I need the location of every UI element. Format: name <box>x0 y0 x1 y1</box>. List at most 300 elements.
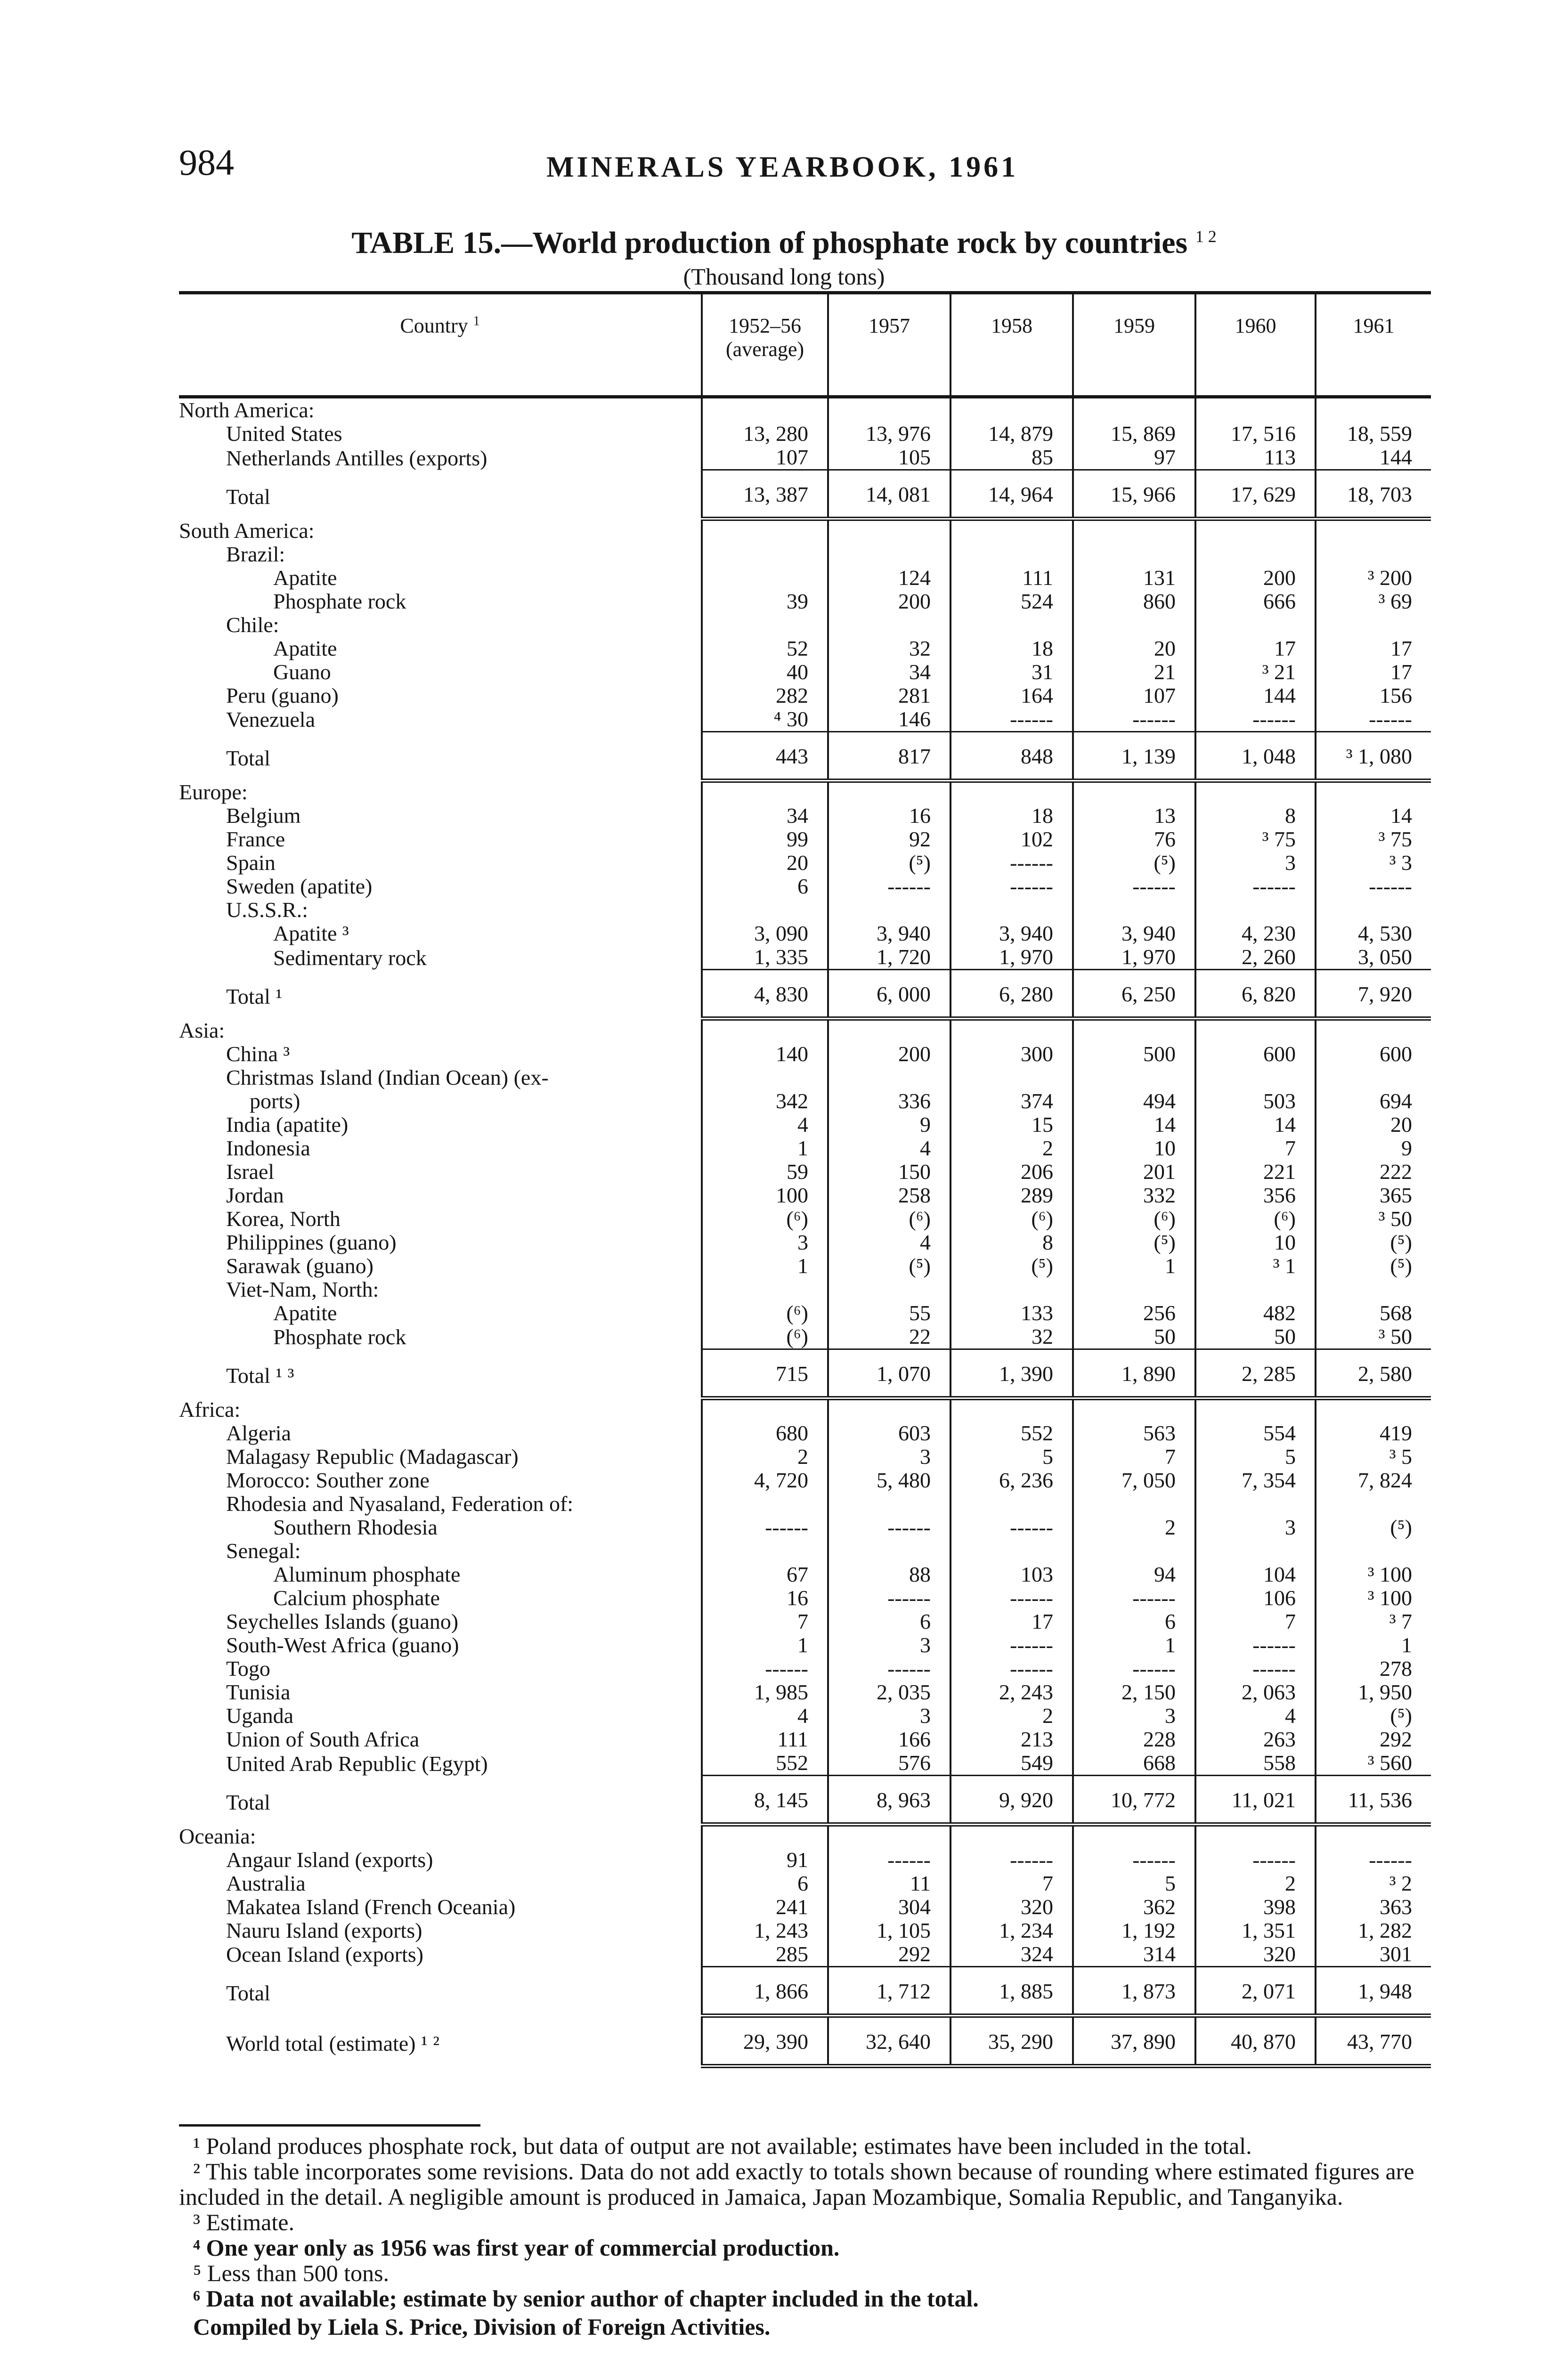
value-cell: 9, 920 <box>951 1776 1073 1825</box>
table-row <box>179 1042 1431 1066</box>
value-cell: 50 <box>1073 1325 1195 1349</box>
value-cell <box>951 397 1073 422</box>
value-cell: 1, 720 <box>828 945 951 970</box>
value-cell: 11, 021 <box>1195 1776 1316 1825</box>
table-row <box>179 1231 1431 1254</box>
value-cell: 1, 192 <box>1073 1919 1195 1942</box>
row-label: Tunisia <box>226 1681 291 1704</box>
value-cell: 320 <box>951 1895 1073 1919</box>
value-cell: 14 <box>1073 1113 1195 1137</box>
value-cell: ------ <box>828 875 951 898</box>
value-cell: 221 <box>1195 1160 1316 1184</box>
row-label: Australia <box>226 1871 306 1895</box>
row-label: Total <box>226 1981 270 2005</box>
value-cell: ³ 200 <box>1316 566 1431 590</box>
row-label: Viet-Nam, North: <box>226 1277 379 1301</box>
row-label: Sarawak (guano) <box>226 1254 374 1278</box>
value-cell: 146 <box>828 707 951 732</box>
value-cell: 15, 869 <box>1073 422 1195 446</box>
value-cell: 362 <box>1073 1895 1195 1919</box>
page-number: 984 <box>179 142 234 183</box>
value-cell: 304 <box>828 1895 951 1919</box>
table-row <box>179 1160 1431 1184</box>
row-label: Algeria <box>226 1421 291 1445</box>
value-cell: (⁵) <box>1316 1516 1431 1539</box>
value-cell: 552 <box>702 1751 828 1776</box>
row-label: ports) <box>250 1089 301 1113</box>
value-cell: 356 <box>1195 1184 1316 1207</box>
row-label: Southern Rhodesia <box>273 1516 438 1539</box>
value-cell: 59 <box>702 1160 828 1184</box>
table-row <box>179 1516 1431 1539</box>
total-row <box>179 2015 1431 2066</box>
value-cell <box>1316 519 1431 543</box>
value-cell <box>951 1066 1073 1089</box>
col-header-country: Country $^1$ <box>179 293 702 397</box>
value-cell <box>951 519 1073 543</box>
table-row <box>179 1469 1431 1492</box>
value-cell: 1 <box>702 1633 828 1657</box>
value-cell: 292 <box>1316 1728 1431 1751</box>
value-cell <box>1195 519 1316 543</box>
table-row <box>179 1895 1431 1919</box>
value-cell: ------ <box>1073 1586 1195 1610</box>
value-cell: 50 <box>1195 1325 1316 1349</box>
table-row <box>179 1113 1431 1137</box>
row-label: France <box>226 828 285 851</box>
value-cell: 3 <box>828 1445 951 1469</box>
value-cell <box>1316 1492 1431 1516</box>
value-cell: 1, 048 <box>1195 731 1316 780</box>
value-cell: 258 <box>828 1184 951 1207</box>
value-cell: 398 <box>1195 1895 1316 1919</box>
row-label: Africa: <box>179 1398 241 1421</box>
col-header-1961: 1961 <box>1316 293 1431 397</box>
value-cell: (⁵) <box>1316 1704 1431 1728</box>
value-cell: 85 <box>951 446 1073 470</box>
header-row <box>179 293 1431 397</box>
value-cell: 200 <box>828 1042 951 1066</box>
value-cell: ------ <box>951 875 1073 898</box>
value-cell: 8 <box>1195 804 1316 828</box>
value-cell: 2 <box>951 1704 1073 1728</box>
total-row <box>179 970 1431 1019</box>
table-row <box>179 1184 1431 1207</box>
row-label: Belgium <box>226 804 301 828</box>
value-cell: 131 <box>1073 566 1195 590</box>
value-cell <box>1316 898 1431 922</box>
row-label: Venezuela <box>226 707 315 731</box>
value-cell: 2, 243 <box>951 1681 1073 1704</box>
value-cell: ------ <box>1316 875 1431 898</box>
value-cell: 563 <box>1073 1421 1195 1445</box>
table-row <box>179 660 1431 684</box>
value-cell <box>702 566 828 590</box>
value-cell: 1, 070 <box>828 1349 951 1398</box>
value-cell: 17, 629 <box>1195 470 1316 519</box>
value-cell: 113 <box>1195 446 1316 470</box>
value-cell <box>702 1825 828 1848</box>
value-cell: ------ <box>951 707 1073 732</box>
value-cell: ------ <box>1073 1657 1195 1681</box>
value-cell <box>951 1539 1073 1563</box>
table-row <box>179 1751 1431 1776</box>
value-cell: 419 <box>1316 1421 1431 1445</box>
value-cell: 3, 090 <box>702 922 828 945</box>
value-cell: 206 <box>951 1160 1073 1184</box>
value-cell: 228 <box>1073 1728 1195 1751</box>
table-row <box>179 707 1431 732</box>
value-cell: 8 <box>951 1231 1073 1254</box>
value-cell: 76 <box>1073 828 1195 851</box>
row-label: Senegal: <box>226 1539 301 1563</box>
total-row <box>179 1776 1431 1825</box>
table-row <box>179 1942 1431 1967</box>
value-cell: 11, 536 <box>1316 1776 1431 1825</box>
table-row <box>179 613 1431 637</box>
row-label: Sedimentary rock <box>273 945 427 970</box>
value-cell: 576 <box>828 1751 951 1776</box>
value-cell: 32, 640 <box>828 2015 951 2066</box>
value-cell: 2 <box>951 1137 1073 1160</box>
value-cell: 320 <box>1195 1942 1316 1967</box>
row-label: Chile: <box>226 613 279 637</box>
value-cell: 554 <box>1195 1421 1316 1445</box>
total-row <box>179 470 1431 519</box>
row-label: Uganda <box>226 1704 294 1728</box>
value-cell: ³ 75 <box>1195 828 1316 851</box>
value-cell: 324 <box>951 1942 1073 1967</box>
row-label: U.S.S.R.: <box>226 898 308 922</box>
value-cell <box>828 1492 951 1516</box>
value-cell <box>1073 543 1195 566</box>
value-cell: 860 <box>1073 590 1195 613</box>
total-row <box>179 1349 1431 1398</box>
value-cell <box>828 1825 951 1848</box>
row-label: United States <box>226 422 342 446</box>
value-cell: 16 <box>702 1586 828 1610</box>
footnote-3: ³ Estimate. <box>193 2209 294 2235</box>
value-cell <box>951 1398 1073 1421</box>
value-cell: 22 <box>828 1325 951 1349</box>
row-label: Korea, North <box>226 1207 341 1231</box>
row-label: Total ¹ <box>226 984 283 1008</box>
value-cell: ³ 100 <box>1316 1586 1431 1610</box>
value-cell: 7, 920 <box>1316 970 1431 1019</box>
value-cell: 107 <box>1073 684 1195 707</box>
table-body <box>179 397 1431 2066</box>
value-cell: 111 <box>951 566 1073 590</box>
value-cell: 9 <box>1316 1137 1431 1160</box>
value-cell: 8, 963 <box>828 1776 951 1825</box>
value-cell: ------ <box>702 1516 828 1539</box>
value-cell <box>702 1066 828 1089</box>
value-cell: (⁶) <box>702 1301 828 1325</box>
table-row <box>179 1278 1431 1301</box>
value-cell: 281 <box>828 684 951 707</box>
row-label: Apatite <box>273 1301 337 1325</box>
value-cell: 102 <box>951 828 1073 851</box>
footnotes <box>179 2124 1432 2339</box>
row-label: India (apatite) <box>226 1113 349 1137</box>
value-cell: 31 <box>951 660 1073 684</box>
value-cell <box>1195 1492 1316 1516</box>
table-row <box>179 1398 1431 1421</box>
value-cell: 4 <box>702 1704 828 1728</box>
value-cell: 10, 772 <box>1073 1776 1195 1825</box>
value-cell: 301 <box>1316 1942 1431 1967</box>
table-title <box>0 225 1568 261</box>
value-cell: 568 <box>1316 1301 1431 1325</box>
value-cell: 37, 890 <box>1073 2015 1195 2066</box>
col-header-1958: 1958 <box>951 293 1073 397</box>
row-label: Union of South Africa <box>226 1728 420 1751</box>
value-cell: 494 <box>1073 1089 1195 1113</box>
value-cell: 6, 236 <box>951 1469 1073 1492</box>
value-cell: ------ <box>828 1586 951 1610</box>
value-cell: 1, 139 <box>1073 731 1195 780</box>
value-cell: 1, 873 <box>1073 1966 1195 2015</box>
value-cell: 278 <box>1316 1657 1431 1681</box>
value-cell: 256 <box>1073 1301 1195 1325</box>
value-cell: 1, 970 <box>951 945 1073 970</box>
value-cell <box>1316 397 1431 422</box>
table-row <box>179 780 1431 804</box>
value-cell <box>1195 1278 1316 1301</box>
value-cell: 3, 940 <box>951 922 1073 945</box>
value-cell: 92 <box>828 828 951 851</box>
table-row <box>179 1066 1431 1089</box>
row-label: World total (estimate) ¹ ² <box>226 2031 440 2055</box>
row-label: Seychelles Islands (guano) <box>226 1610 459 1633</box>
value-cell: 558 <box>1195 1751 1316 1776</box>
value-cell: (⁵) <box>1316 1231 1431 1254</box>
value-cell: 200 <box>828 590 951 613</box>
table-row <box>179 1325 1431 1349</box>
row-label: South America: <box>179 519 315 543</box>
table-row <box>179 1681 1431 1704</box>
value-cell: 14 <box>1195 1113 1316 1137</box>
row-label: Makatea Island (French Oceania) <box>226 1895 516 1919</box>
value-cell: 14, 081 <box>828 470 951 519</box>
value-cell: ------ <box>828 1516 951 1539</box>
row-label: Brazil: <box>226 542 285 566</box>
value-cell: 213 <box>951 1728 1073 1751</box>
value-cell: 524 <box>951 590 1073 613</box>
value-cell <box>702 519 828 543</box>
value-cell: ------ <box>828 1657 951 1681</box>
value-cell: 40 <box>702 660 828 684</box>
value-cell: 817 <box>828 731 951 780</box>
value-cell: 6, 820 <box>1195 970 1316 1019</box>
value-cell <box>1073 1278 1195 1301</box>
value-cell <box>1195 898 1316 922</box>
row-label: Morocco: Souther zone <box>226 1469 430 1492</box>
value-cell: 100 <box>702 1184 828 1207</box>
row-label: Europe: <box>179 780 248 804</box>
value-cell <box>1195 780 1316 804</box>
value-cell <box>1073 898 1195 922</box>
value-cell: ------ <box>1316 707 1431 732</box>
value-cell: 140 <box>702 1042 828 1066</box>
value-cell: ³ 50 <box>1316 1207 1431 1231</box>
table-row <box>179 590 1431 613</box>
value-cell: 144 <box>1316 446 1431 470</box>
footnote-4: ⁴ One year only as 1956 was first year of commercial production. <box>193 2234 840 2261</box>
value-cell: 603 <box>828 1421 951 1445</box>
total-row <box>179 731 1431 780</box>
value-cell: 3, 940 <box>1073 922 1195 945</box>
value-cell: 7, 354 <box>1195 1469 1316 1492</box>
value-cell: 17 <box>951 1610 1073 1633</box>
value-cell: 15 <box>951 1113 1073 1137</box>
value-cell: 1, 234 <box>951 1919 1073 1942</box>
value-cell: 4, 720 <box>702 1469 828 1492</box>
table-row <box>179 875 1431 898</box>
value-cell: ------ <box>951 1657 1073 1681</box>
table-row <box>179 1089 1431 1113</box>
value-cell <box>828 519 951 543</box>
value-cell: 29, 390 <box>702 2015 828 2066</box>
value-cell <box>828 898 951 922</box>
value-cell: 43, 770 <box>1316 2015 1431 2066</box>
value-cell <box>951 1825 1073 1848</box>
table-row <box>179 1704 1431 1728</box>
table-title-refs: 1 2 <box>1195 227 1217 246</box>
table-row <box>179 1825 1431 1848</box>
value-cell: ³ 1, 080 <box>1316 731 1431 780</box>
value-cell: 3 <box>1073 1704 1195 1728</box>
table-row <box>179 1254 1431 1278</box>
row-label: Calcium phosphate <box>273 1586 440 1610</box>
value-cell <box>828 780 951 804</box>
value-cell: 668 <box>1073 1751 1195 1776</box>
value-cell <box>1195 613 1316 637</box>
value-cell: 39 <box>702 590 828 613</box>
row-label: United Arab Republic (Egypt) <box>226 1751 488 1776</box>
value-cell: 13 <box>1073 804 1195 828</box>
value-cell: ------ <box>702 1657 828 1681</box>
value-cell: 9 <box>828 1113 951 1137</box>
value-cell: 332 <box>1073 1184 1195 1207</box>
value-cell: 11 <box>828 1872 951 1895</box>
value-cell: 103 <box>951 1563 1073 1586</box>
value-cell <box>828 613 951 637</box>
value-cell: (⁶) <box>1195 1207 1316 1231</box>
value-cell <box>1195 1825 1316 1848</box>
value-cell <box>1073 1398 1195 1421</box>
value-cell: 374 <box>951 1089 1073 1113</box>
value-cell: 365 <box>1316 1184 1431 1207</box>
value-cell: 17 <box>1316 637 1431 660</box>
table-row <box>179 637 1431 660</box>
value-cell: 20 <box>1316 1113 1431 1137</box>
value-cell <box>1195 1019 1316 1042</box>
footnote-1: ¹ Poland produces phosphate rock, but data of output are not available; estimates have been included in the total. <box>193 2133 1252 2159</box>
table-row <box>179 1421 1431 1445</box>
value-cell: 5 <box>951 1445 1073 1469</box>
row-label: Jordan <box>226 1183 284 1207</box>
value-cell: 2 <box>1195 1872 1316 1895</box>
value-cell: 1, 712 <box>828 1966 951 2015</box>
value-cell: 20 <box>702 851 828 875</box>
table-row <box>179 828 1431 851</box>
value-cell <box>1073 1492 1195 1516</box>
table-row <box>179 684 1431 707</box>
value-cell: 2, 260 <box>1195 945 1316 970</box>
row-label: Netherlands Antilles (exports) <box>226 446 487 470</box>
value-cell: (⁵) <box>951 1254 1073 1278</box>
footnote-6: ⁶ Data not available; estimate by senior author of chapter included in the total. <box>193 2285 979 2312</box>
row-label: Guano <box>273 660 331 684</box>
row-label: Indonesia <box>226 1136 310 1160</box>
value-cell: 105 <box>828 446 951 470</box>
table-row <box>179 1586 1431 1610</box>
value-cell: 6 <box>1073 1610 1195 1633</box>
value-cell: 16 <box>828 804 951 828</box>
value-cell: 1, 985 <box>702 1681 828 1704</box>
value-cell: ³ 69 <box>1316 590 1431 613</box>
value-cell: 17 <box>1195 637 1316 660</box>
value-cell: (⁵) <box>828 1254 951 1278</box>
row-label: China ³ <box>226 1042 290 1066</box>
value-cell: 3, 050 <box>1316 945 1431 970</box>
table-row <box>179 446 1431 470</box>
value-cell: 1 <box>1073 1633 1195 1657</box>
value-cell: 314 <box>1073 1942 1195 1967</box>
value-cell <box>1316 1019 1431 1042</box>
value-cell: 133 <box>951 1301 1073 1325</box>
value-cell: 222 <box>1316 1160 1431 1184</box>
row-label: Total ¹ ³ <box>226 1364 294 1388</box>
table-row <box>179 851 1431 875</box>
value-cell: (⁵) <box>1073 1231 1195 1254</box>
table-row <box>179 1445 1431 1469</box>
value-cell: ------ <box>1195 707 1316 732</box>
value-cell: 106 <box>1195 1586 1316 1610</box>
value-cell: 7 <box>702 1610 828 1633</box>
value-cell <box>1073 1019 1195 1042</box>
value-cell <box>1073 519 1195 543</box>
row-label: Sweden (apatite) <box>226 875 373 898</box>
row-label: Togo <box>226 1657 270 1681</box>
value-cell <box>951 1019 1073 1042</box>
value-cell: 17 <box>1316 660 1431 684</box>
phosphate-table <box>179 291 1431 2068</box>
value-cell: 32 <box>951 1325 1073 1349</box>
value-cell: ------ <box>951 1516 1073 1539</box>
value-cell: 144 <box>1195 684 1316 707</box>
value-cell: ³ 75 <box>1316 828 1431 851</box>
value-cell: 1, 950 <box>1316 1681 1431 1704</box>
value-cell: 18, 559 <box>1316 422 1431 446</box>
value-cell: 5 <box>1073 1872 1195 1895</box>
value-cell: 8, 145 <box>702 1776 828 1825</box>
table-row <box>179 1728 1431 1751</box>
value-cell: ³ 5 <box>1316 1445 1431 1469</box>
value-cell: 7 <box>1195 1137 1316 1160</box>
value-cell: ------ <box>1195 875 1316 898</box>
value-cell: 1, 948 <box>1316 1966 1431 2015</box>
row-label: Malagasy Republic (Madagascar) <box>226 1445 519 1469</box>
value-cell: 18 <box>951 804 1073 828</box>
table-row <box>179 1633 1431 1657</box>
col-header-1959: 1959 <box>1073 293 1195 397</box>
value-cell: 107 <box>702 446 828 470</box>
table-title-text: TABLE 15.—World production of phosphate rock by countries <box>351 226 1188 260</box>
value-cell <box>702 613 828 637</box>
value-cell: 4, 530 <box>1316 922 1431 945</box>
